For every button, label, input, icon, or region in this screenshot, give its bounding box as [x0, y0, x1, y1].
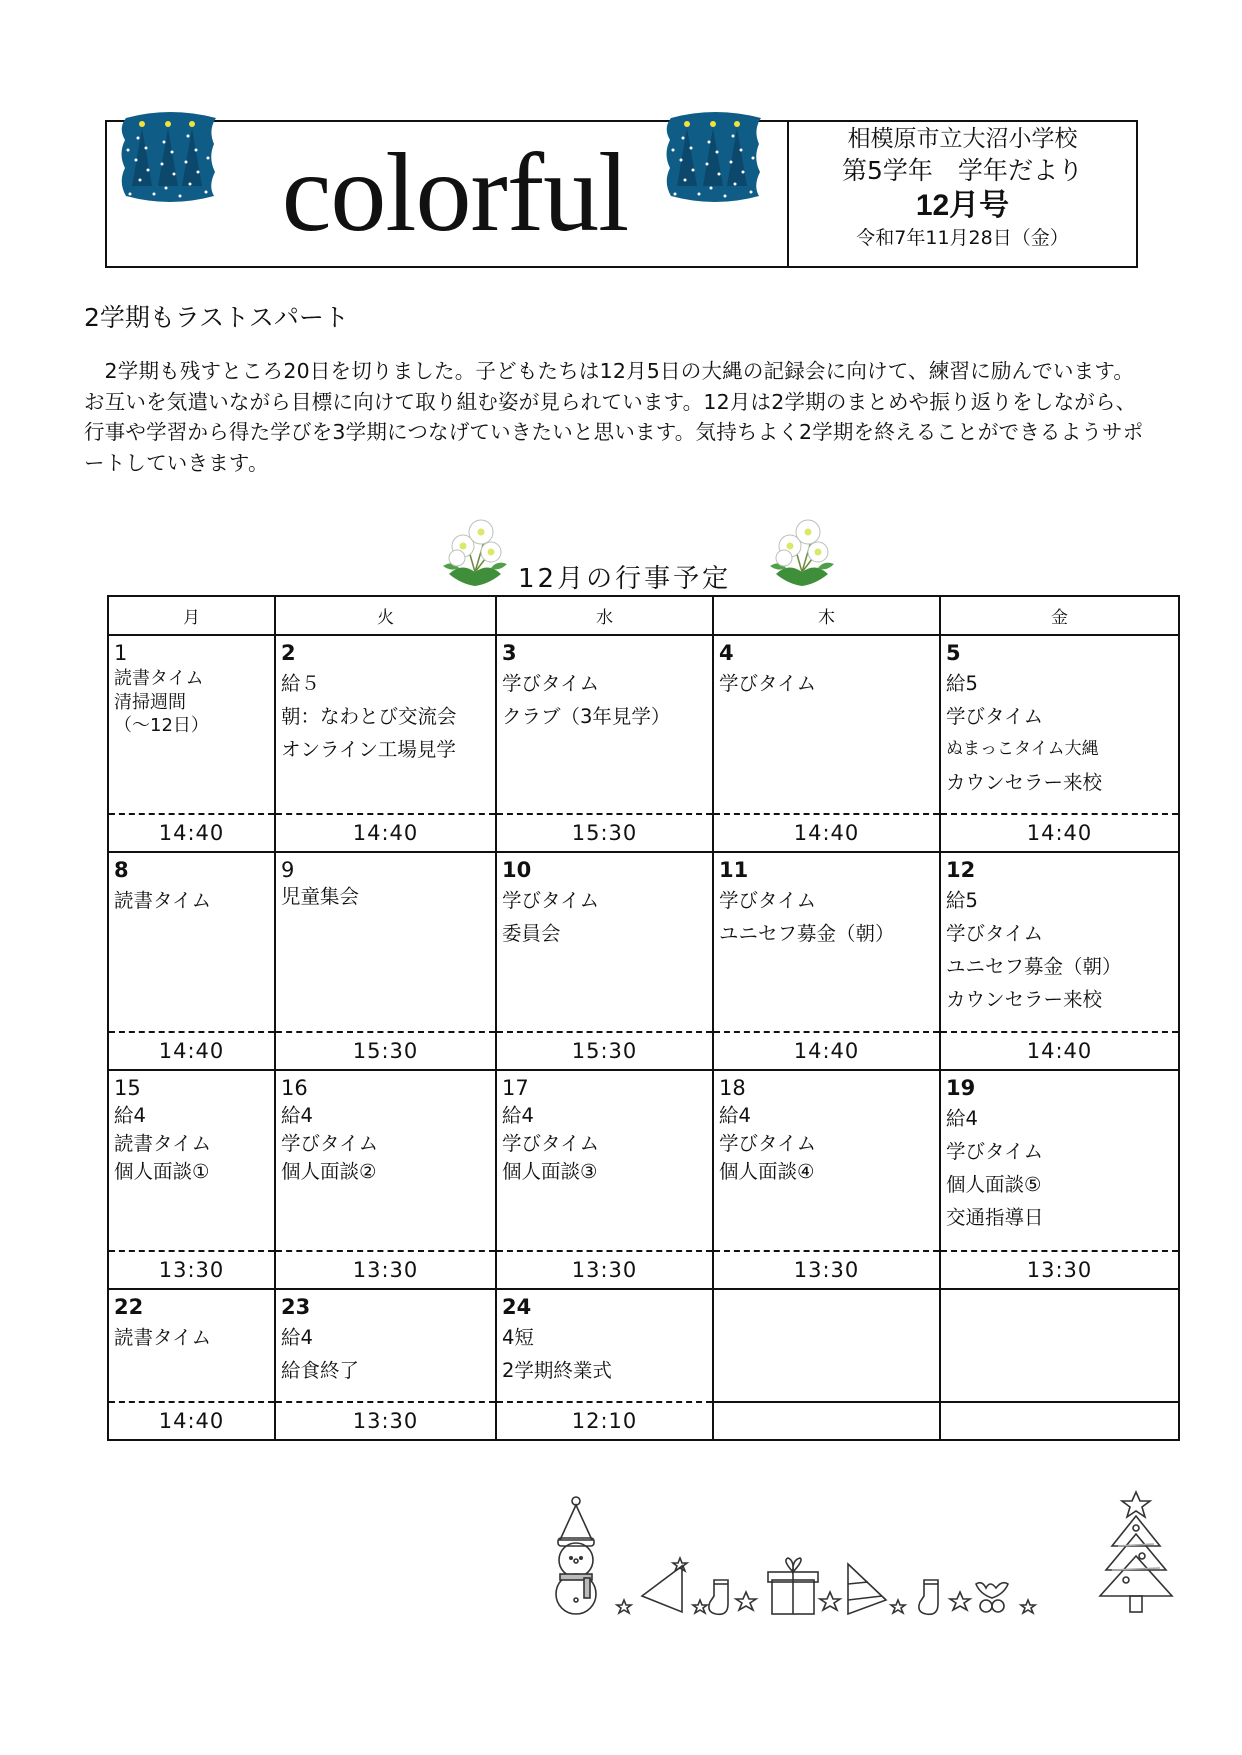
snowman-icon: [556, 1497, 596, 1614]
event: 読書タイム: [114, 1132, 212, 1155]
issue-date: 令和7年11月28日（金）: [856, 227, 1069, 249]
event: ユニセフ募金（朝）: [946, 955, 1122, 978]
event: 学びタイム: [946, 1140, 1044, 1163]
event: 学びタイム: [946, 705, 1044, 728]
dismissal-time: 15:30: [496, 814, 713, 852]
star-icon: [693, 1600, 707, 1613]
weekday-fri: 金: [940, 596, 1179, 635]
grade-newsletter-label: 第5学年 学年だより: [842, 156, 1083, 185]
holly-icon: [976, 1583, 1008, 1612]
sock-icon: [919, 1580, 938, 1614]
week-row-dismissal: [108, 1032, 1179, 1070]
star-icon: [950, 1592, 970, 1610]
event: 給５: [281, 672, 321, 695]
day-number: 5: [946, 641, 961, 665]
week-row-dismissal: [108, 1251, 1179, 1289]
event: 個人面談②: [281, 1160, 377, 1183]
day-number: 3: [502, 641, 517, 665]
event: 給5: [946, 672, 978, 695]
day-cell: [713, 1070, 940, 1251]
event: 学びタイム: [719, 1132, 817, 1155]
event: 学びタイム: [281, 1132, 379, 1155]
dismissal-time: 15:30: [275, 1032, 496, 1070]
day-cell: [496, 635, 713, 814]
event: 給5: [946, 889, 978, 912]
event: カウンセラー来校: [946, 988, 1103, 1011]
issue-label: 12月号: [915, 189, 1010, 222]
dismissal-time: 14:40: [108, 1402, 275, 1440]
gift-box-icon: [768, 1558, 818, 1614]
event: 児童集会: [281, 885, 360, 908]
dismissal-time: 14:40: [108, 1032, 275, 1070]
week-row-dismissal: [108, 1402, 1179, 1440]
day-number: 16: [281, 1076, 308, 1100]
event: 給4: [114, 1104, 146, 1127]
event: 給4: [719, 1104, 751, 1127]
event: 読書タイム: [114, 889, 212, 912]
weekday-wed: 水: [496, 596, 713, 635]
weekday-mon: 月: [108, 596, 275, 635]
schedule-table: [107, 595, 1180, 1441]
event: 学びタイム: [502, 1132, 600, 1155]
day-cell: [496, 1070, 713, 1251]
striped-hat-icon: [848, 1564, 886, 1614]
day-number: 19: [946, 1076, 976, 1100]
day-cell: [108, 1289, 275, 1402]
week-row-dismissal: [108, 814, 1179, 852]
event: オンライン工場見学: [281, 738, 456, 761]
empty-time-cell: [940, 1402, 1179, 1440]
dismissal-time: 14:40: [713, 814, 940, 852]
event: 給4: [281, 1104, 313, 1127]
day-number: 2: [281, 641, 296, 665]
weekday-tue: 火: [275, 596, 496, 635]
lantern-trees-icon: [118, 108, 223, 204]
dismissal-time: 13:30: [496, 1251, 713, 1289]
star-icon: [891, 1600, 905, 1613]
sock-icon: [709, 1580, 728, 1614]
star-icon: [820, 1592, 840, 1610]
dismissal-time: 14:40: [713, 1032, 940, 1070]
dismissal-time: 13:30: [713, 1251, 940, 1289]
day-cell: [275, 1289, 496, 1402]
event: 個人面談③: [502, 1160, 598, 1183]
day-number: 10: [502, 858, 532, 882]
event: 2学期終業式: [502, 1359, 612, 1382]
day-number: 18: [719, 1076, 746, 1100]
day-cell: [713, 852, 940, 1032]
week-row-events: [108, 1289, 1179, 1402]
event: 委員会: [502, 922, 561, 945]
article-title: 2学期もラストスパート: [84, 303, 349, 332]
event: カウンセラー来校: [946, 771, 1103, 794]
event: （～12日）: [114, 715, 209, 736]
day-cell: [275, 635, 496, 814]
white-flower-icon: [768, 514, 836, 590]
day-number: 22: [114, 1295, 144, 1319]
event: ぬまっこタイム大縄: [946, 739, 1099, 759]
day-cell: [108, 852, 275, 1032]
school-name: 相模原市立大沼小学校: [847, 126, 1078, 152]
christmas-decoration-strip: [552, 1488, 1182, 1618]
dismissal-time: 13:30: [275, 1402, 496, 1440]
event: 朝：なわとび交流会: [281, 705, 457, 728]
event: 給4: [281, 1326, 313, 1349]
weekday-header-row: [108, 596, 1179, 635]
event: 学びタイム: [719, 889, 817, 912]
day-number: 24: [502, 1295, 532, 1319]
event: 交通指導日: [946, 1206, 1044, 1229]
dismissal-time: 14:40: [275, 814, 496, 852]
star-icon: [736, 1592, 756, 1610]
event: 給4: [502, 1104, 534, 1127]
event: クラブ（3年見学）: [502, 705, 671, 728]
week-row-events: [108, 852, 1179, 1032]
day-cell: [275, 1070, 496, 1251]
event: 学びタイム: [502, 889, 600, 912]
schedule-title: 12月の行事予定: [518, 564, 732, 594]
day-cell: [940, 852, 1179, 1032]
event: 学びタイム: [946, 922, 1044, 945]
day-number: 17: [502, 1076, 529, 1100]
event: 個人面談①: [114, 1160, 210, 1183]
white-flower-icon: [441, 514, 509, 590]
newsletter-masthead: colorful: [281, 131, 629, 255]
star-icon: [1021, 1600, 1035, 1613]
day-number: 12: [946, 858, 976, 882]
week-row-events: [108, 635, 1179, 814]
empty-day-cell: [940, 1289, 1179, 1402]
dismissal-time: 14:40: [940, 814, 1179, 852]
dismissal-time: 15:30: [496, 1032, 713, 1070]
party-hat-icon: [642, 1558, 687, 1612]
dismissal-time: 13:30: [108, 1251, 275, 1289]
dismissal-time: 12:10: [496, 1402, 713, 1440]
dismissal-time: 13:30: [940, 1251, 1179, 1289]
event: 個人面談⑤: [946, 1173, 1042, 1196]
day-cell: [496, 1289, 713, 1402]
star-icon: [617, 1600, 631, 1613]
day-cell: [940, 1070, 1179, 1251]
event: 学びタイム: [719, 672, 817, 695]
dismissal-time: 13:30: [275, 1251, 496, 1289]
day-cell: [496, 852, 713, 1032]
day-cell: [108, 635, 275, 814]
week-row-events: [108, 1070, 1179, 1251]
empty-day-cell: [713, 1289, 940, 1402]
day-number: 11: [719, 858, 749, 882]
day-number: 9: [281, 858, 295, 882]
day-number: 1: [114, 641, 128, 665]
christmas-tree-icon: [1100, 1492, 1172, 1612]
article-paragraph: 2学期も残すところ20日を切りました。子どもたちは12月5日の大縄の記録会に向けて、練習に励んでいます。お互いを気遣いながら目標に向けて取り組む姿が見られています。12月は2学期のまとめや振り返りをしながら、行事や学習から得た学びを3学期につなげていきたいと思います。気持ちよく2学期を終えることができるようサポートしていきます。: [84, 359, 1144, 475]
day-cell: [108, 1070, 275, 1251]
day-number: 4: [719, 641, 734, 665]
event: 給4: [946, 1107, 978, 1130]
event: 読書タイム: [114, 668, 204, 689]
event: 4短: [502, 1326, 534, 1349]
weekday-thu: 木: [713, 596, 940, 635]
day-cell: [713, 635, 940, 814]
event: 清掃週間: [114, 691, 186, 713]
event: 個人面談④: [719, 1160, 815, 1183]
day-number: 8: [114, 858, 129, 882]
event: 学びタイム: [502, 672, 600, 695]
day-number: 15: [114, 1076, 141, 1100]
dismissal-time: 14:40: [940, 1032, 1179, 1070]
event: 給食終了: [281, 1359, 360, 1382]
event: ユニセフ募金（朝）: [719, 922, 895, 945]
dismissal-time: 14:40: [108, 814, 275, 852]
event: 読書タイム: [114, 1326, 212, 1349]
article-body: [84, 356, 1154, 478]
empty-time-cell: [713, 1402, 940, 1440]
day-number: 23: [281, 1295, 311, 1319]
day-cell: [275, 852, 496, 1032]
newsletter-info: [789, 122, 1136, 251]
day-cell: [940, 635, 1179, 814]
